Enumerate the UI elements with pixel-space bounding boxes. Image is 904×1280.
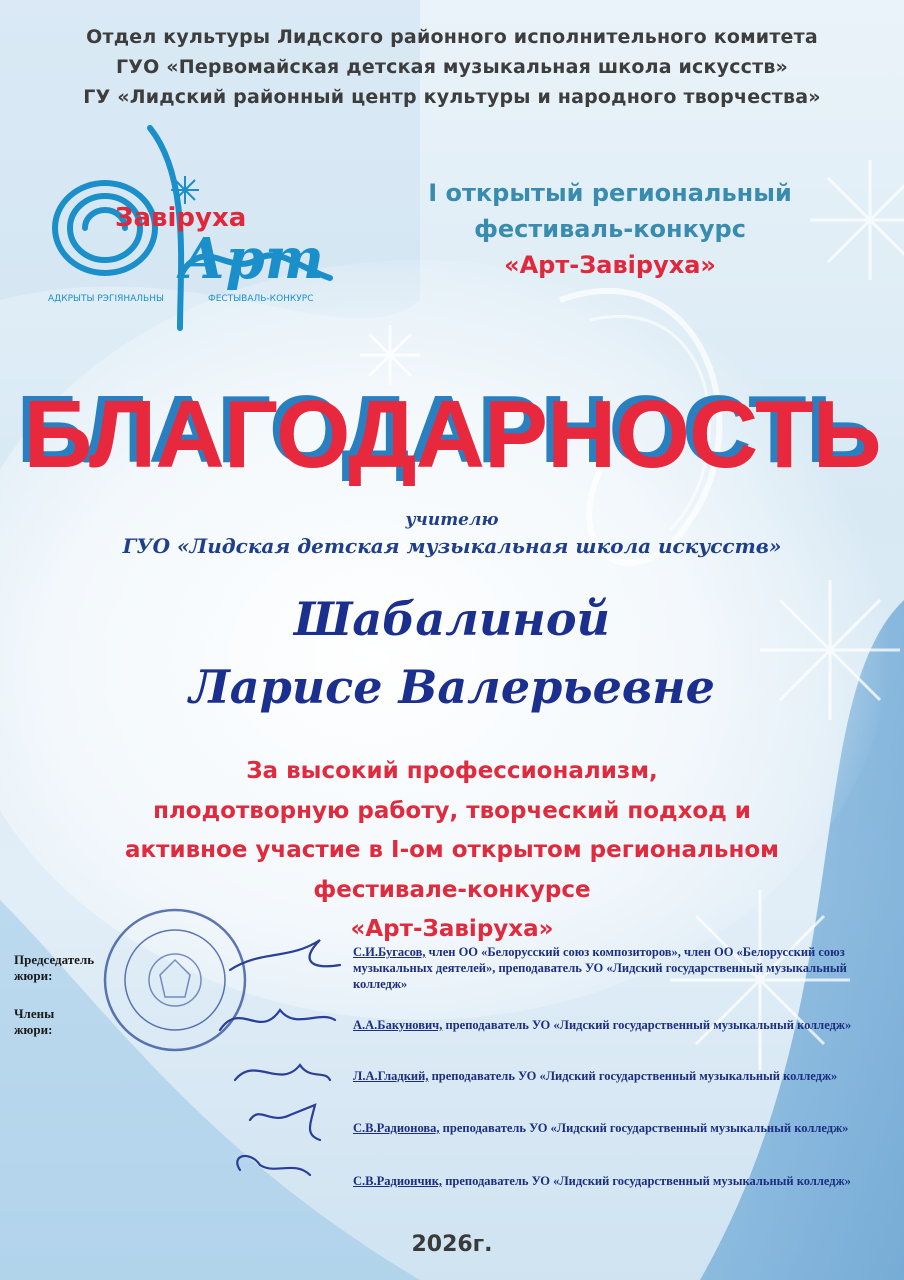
jury-member xyxy=(353,1017,898,1033)
recipient-given-name: Ларисе Валерьевне xyxy=(189,660,715,714)
jury-member-name: С.В.Радиончик, xyxy=(353,1174,443,1188)
year: 2026г. xyxy=(411,1232,493,1257)
jury-member-desc: преподаватель УО «Лидский государственный музыкальный колледж» xyxy=(442,1174,851,1188)
header-line-2: ГУО «Первомайская детская музыкальная школа искусств» xyxy=(115,56,789,78)
festival-title xyxy=(330,175,890,283)
jury-member-name: Л.А.Гладкий, xyxy=(353,1069,429,1083)
members-label xyxy=(14,1006,54,1038)
recipient-role: учителю xyxy=(405,510,499,530)
recipient-surname: Шабалиной xyxy=(294,592,610,646)
chair-label-line-1: Председатель xyxy=(14,952,95,967)
logo-swirl-icon xyxy=(30,118,350,338)
reason-line-3: активное участие в I-ом открытом региональном xyxy=(125,837,779,863)
jury-member-desc: преподаватель УО «Лидский государственный музыкальный колледж» xyxy=(428,1069,838,1083)
logo-art: Арт xyxy=(180,226,325,292)
jury-member xyxy=(353,1120,898,1136)
jury-member xyxy=(353,944,898,992)
jury-member-desc: член ОО «Белорусский союз композиторов», член ОО «Белорусский союз музыкальных деятелей», преподаватель УО «Лидский государственный музыкальный колледж» xyxy=(353,945,847,991)
jury-member xyxy=(353,1173,898,1189)
members-label-line-2: жюри: xyxy=(14,1022,53,1037)
header-line-1: Отдел культуры Лидского районного исполнительного комитета xyxy=(86,26,818,48)
reason-line-2: плодотворную работу, творческий подход и xyxy=(153,797,751,824)
reason-line-1: За высокий профессионализм, xyxy=(246,758,658,784)
jury-member xyxy=(353,1068,898,1084)
chair-label-line-2: жюри: xyxy=(14,968,53,983)
logo-tag-right: ФЕСТЫВАЛЬ-КОНКУРС xyxy=(208,294,314,304)
logo-tag-left: АДКРЫТЫ РЭГІЯНАЛЬНЫ xyxy=(48,294,164,304)
festival-line-2: фестиваль-конкурс xyxy=(474,215,746,243)
header-line-3: ГУ «Лидский районный центр культуры и народного творчества» xyxy=(83,86,821,108)
festival-line-3: «Арт-Завiруха» xyxy=(504,251,716,279)
jury-member-name: С.И.Бугасов, xyxy=(353,945,426,959)
certificate-title: БЛАГОДАРНОСТЬ xyxy=(23,381,881,488)
jury-signatures xyxy=(200,920,360,1200)
reason-line-5: «Арт-Завiруха» xyxy=(350,916,554,942)
jury-member-desc: преподаватель УО «Лидский государственный музыкальный колледж» xyxy=(439,1121,849,1135)
members-label-line-1: Члены xyxy=(14,1006,55,1021)
jury-member-name: С.В.Радионова, xyxy=(353,1121,440,1135)
reason-line-4: фестивале-конкурсе xyxy=(313,876,591,903)
jury-member-desc: преподаватель УО «Лидский государственный музыкальный колледж» xyxy=(442,1018,852,1032)
festival-line-1: I открытый региональный xyxy=(428,179,792,207)
jury-member-name: А.А.Бакунович, xyxy=(353,1018,443,1032)
festival-logo xyxy=(30,118,350,338)
recipient-org: ГУО «Лидская детская музыкальная школа искусств» xyxy=(122,534,782,558)
chair-label xyxy=(14,952,94,984)
logo-word: Завіруха xyxy=(115,203,247,233)
